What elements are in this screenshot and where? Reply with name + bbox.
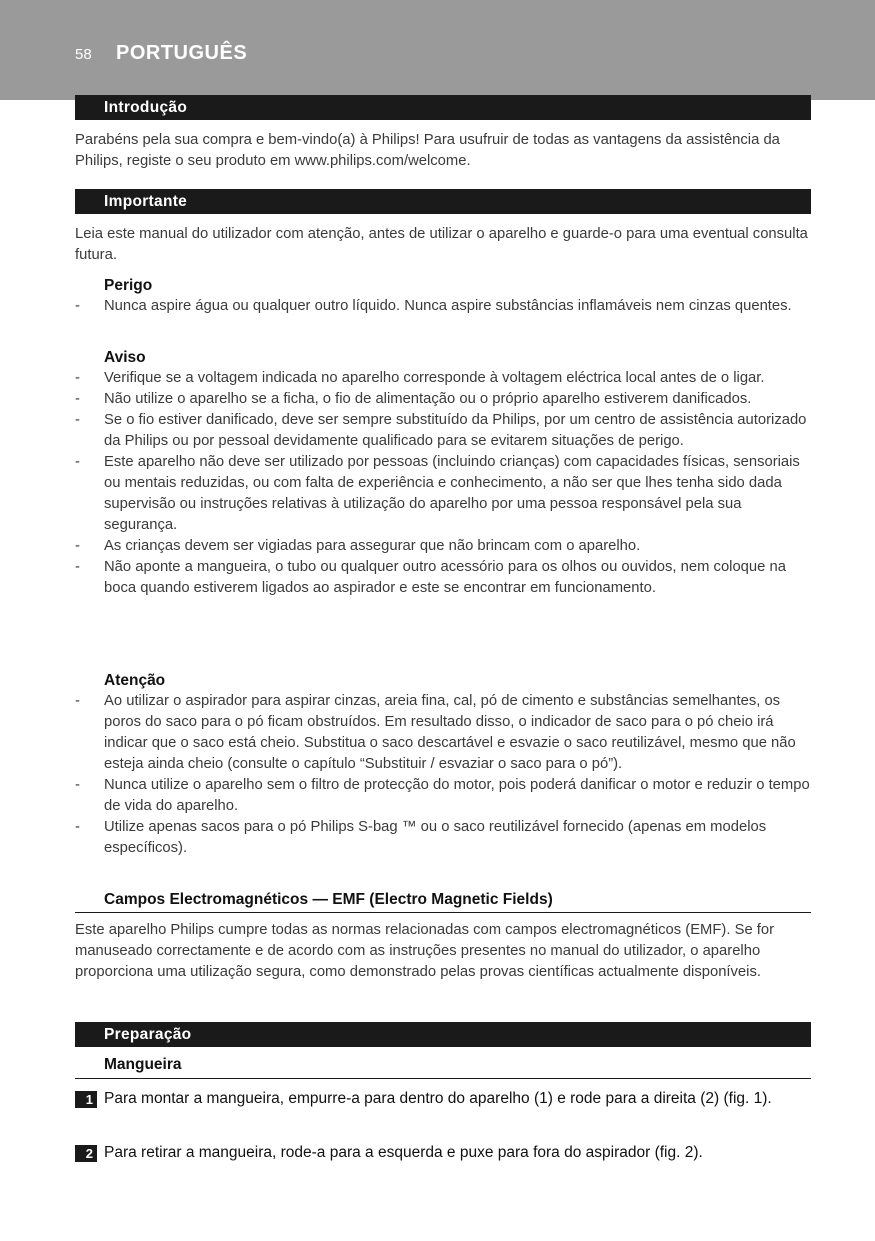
step-number-badge: 1 [75, 1091, 97, 1108]
hose-divider [75, 1078, 811, 1079]
warning-list [75, 368, 815, 599]
section-heading-important: Importante [75, 189, 811, 214]
list-item: - As crianças devem ser vigiadas para assegurar que não brincam com o aparelho. [75, 536, 815, 557]
emf-divider [75, 912, 811, 913]
step-number-badge: 2 [75, 1145, 97, 1162]
danger-heading: Perigo [104, 277, 153, 294]
hose-heading: Mangueira [104, 1056, 182, 1073]
list-item: - Nunca utilize o aparelho sem o filtro de protecção do motor, pois poderá danificar o motor e reduzir o tempo de vida do aparelho. [75, 775, 815, 817]
list-item: - Nunca aspire água ou qualquer outro líquido. Nunca aspire substâncias inflamáveis nem cinzas quentes. [75, 296, 815, 317]
language-title: PORTUGUÊS [116, 42, 248, 64]
step-1 [75, 1088, 815, 1110]
list-item: - Se o fio estiver danificado, deve ser sempre substituído da Philips, por um centro de assistência autorizado da Philips ou por pessoal devidamente qualificado para se evitarem situações de perigo. [75, 410, 815, 452]
emf-heading: Campos Electromagnéticos — EMF (Electro Magnetic Fields) [104, 891, 553, 908]
important-paragraph: Leia este manual do utilizador com atenção, antes de utilizar o aparelho e guarde-o para uma eventual consulta futura. [75, 226, 808, 263]
list-item: - Ao utilizar o aspirador para aspirar cinzas, areia fina, cal, pó de cimento e substâncias semelhantes, os poros do saco para o pó ficam obstruídos. Em resultado disso, o indicador de saco para o pó cheio irá indicar que o saco está cheio. Substitua o saco descartável e esvazie o saco reutilizável, mesmo que não esteja ainda cheio (consulte o capítulo “Substituir / esvaziar o saco para o pó”). [75, 691, 815, 775]
step-text: Para retirar a mangueira, rode-a para a esquerda e puxe para fora do aspirador (fig. 2). [104, 1144, 703, 1161]
emf-paragraph: Este aparelho Philips cumpre todas as normas relacionadas com campos electromagnéticos (EMF). Se for manuseado correctamente e de acordo com as instruções presentes no manual do utilizador, o aparelho proporciona uma utilização segura, como demonstrado pelas provas científicas actualmente disponíveis. [75, 922, 775, 980]
step-text: Para montar a mangueira, empurre-a para dentro do aparelho (1) e rode para a direita (2) (fig. 1). [104, 1090, 772, 1107]
list-item: - Verifique se a voltagem indicada no aparelho corresponde à voltagem eléctrica local antes de o ligar. [75, 368, 815, 389]
list-item: - Este aparelho não deve ser utilizado por pessoas (incluindo crianças) com capacidades físicas, sensoriais ou mentais reduzidas, ou com falta de experiência e conhecimento, a não ser que lhes tenha sido dada supervisão ou instruções relativas à utilização do aparelho por uma pessoa responsável pela sua segurança. [75, 452, 815, 536]
caution-list [75, 691, 815, 859]
page-header [0, 0, 875, 100]
intro-paragraph: Parabéns pela sua compra e bem-vindo(a) à Philips! Para usufruir de todas as vantagens da assistência da Philips, registe o seu produto em www.philips.com/welcome. [75, 132, 780, 169]
section-heading-preparation: Preparação [75, 1022, 811, 1047]
caution-heading: Atenção [104, 672, 166, 689]
warning-heading: Aviso [104, 349, 146, 366]
danger-list [75, 296, 815, 317]
list-item: - Utilize apenas sacos para o pó Philips S-bag ™ ou o saco reutilizável fornecido (apenas em modelos específicos). [75, 817, 815, 859]
section-heading-intro: Introdução [75, 95, 811, 120]
list-item: - Não utilize o aparelho se a ficha, o fio de alimentação ou o próprio aparelho estiverem danificados. [75, 389, 815, 410]
list-item: - Não aponte a mangueira, o tubo ou qualquer outro acessório para os olhos ou ouvidos, nem coloque na boca quando estiverem ligados ao aspirador e este se encontrar em funcionamento. [75, 557, 815, 599]
page-number: 58 [75, 46, 92, 63]
step-2 [75, 1142, 815, 1164]
